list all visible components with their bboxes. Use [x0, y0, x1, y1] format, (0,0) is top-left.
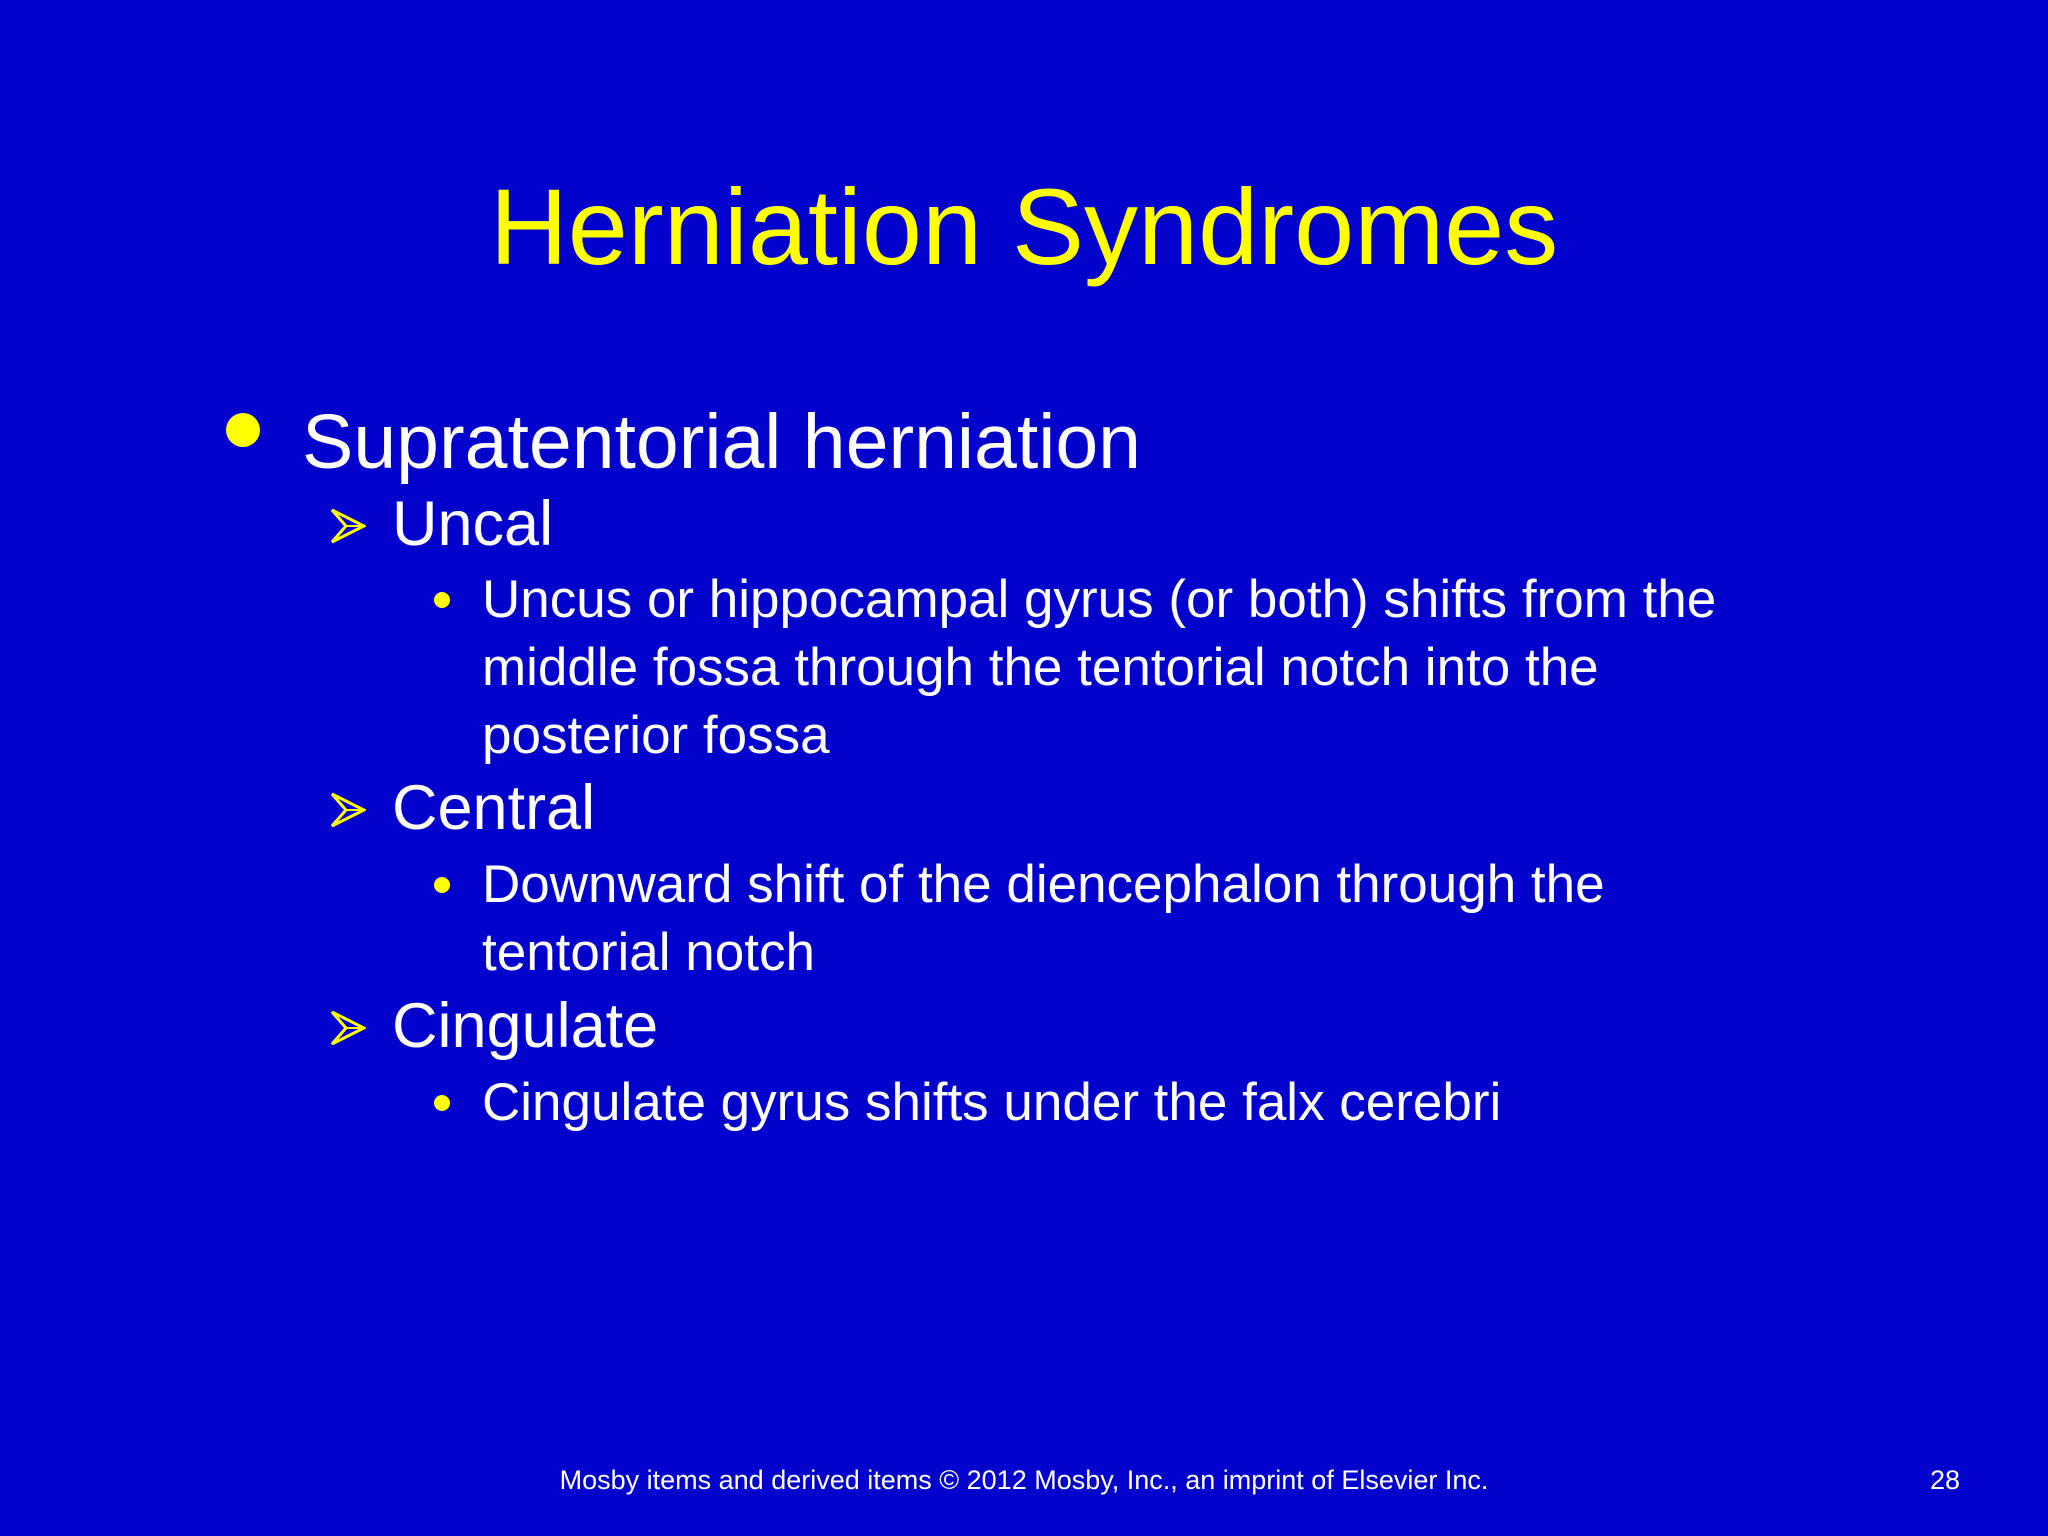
small-dot-icon	[434, 1095, 450, 1111]
detail-line: tentorial notch	[482, 923, 815, 982]
bullet-level2-central: Central	[392, 773, 596, 843]
slide-title: Herniation Syndromes	[489, 166, 1559, 287]
arrowhead-icon	[330, 1008, 366, 1048]
detail-line: Downward shift of the diencephalon through the	[482, 855, 1605, 914]
bullet-level2-cingulate: Cingulate	[392, 991, 659, 1061]
detail-line: Uncus or hippocampal gyrus (or both) shifts from the	[482, 570, 1717, 629]
arrowhead-icon	[330, 790, 366, 830]
page-number: 28	[1929, 1465, 1960, 1495]
bullet-level2-uncal: Uncal	[392, 489, 554, 559]
detail-line: middle fossa through the tentorial notch into the	[482, 638, 1599, 697]
small-dot-icon	[434, 877, 450, 893]
bullet-level1-text: Supratentorial herniation	[302, 399, 1141, 485]
copyright-footer: Mosby items and derived items © 2012 Mosby, Inc., an imprint of Elsevier Inc.	[559, 1465, 1489, 1495]
filled-circle-icon	[226, 413, 260, 447]
detail-line: Cingulate gyrus shifts under the falx cerebri	[482, 1073, 1502, 1132]
detail-line: posterior fossa	[482, 706, 830, 765]
small-dot-icon	[434, 592, 450, 608]
arrowhead-icon	[330, 506, 366, 546]
